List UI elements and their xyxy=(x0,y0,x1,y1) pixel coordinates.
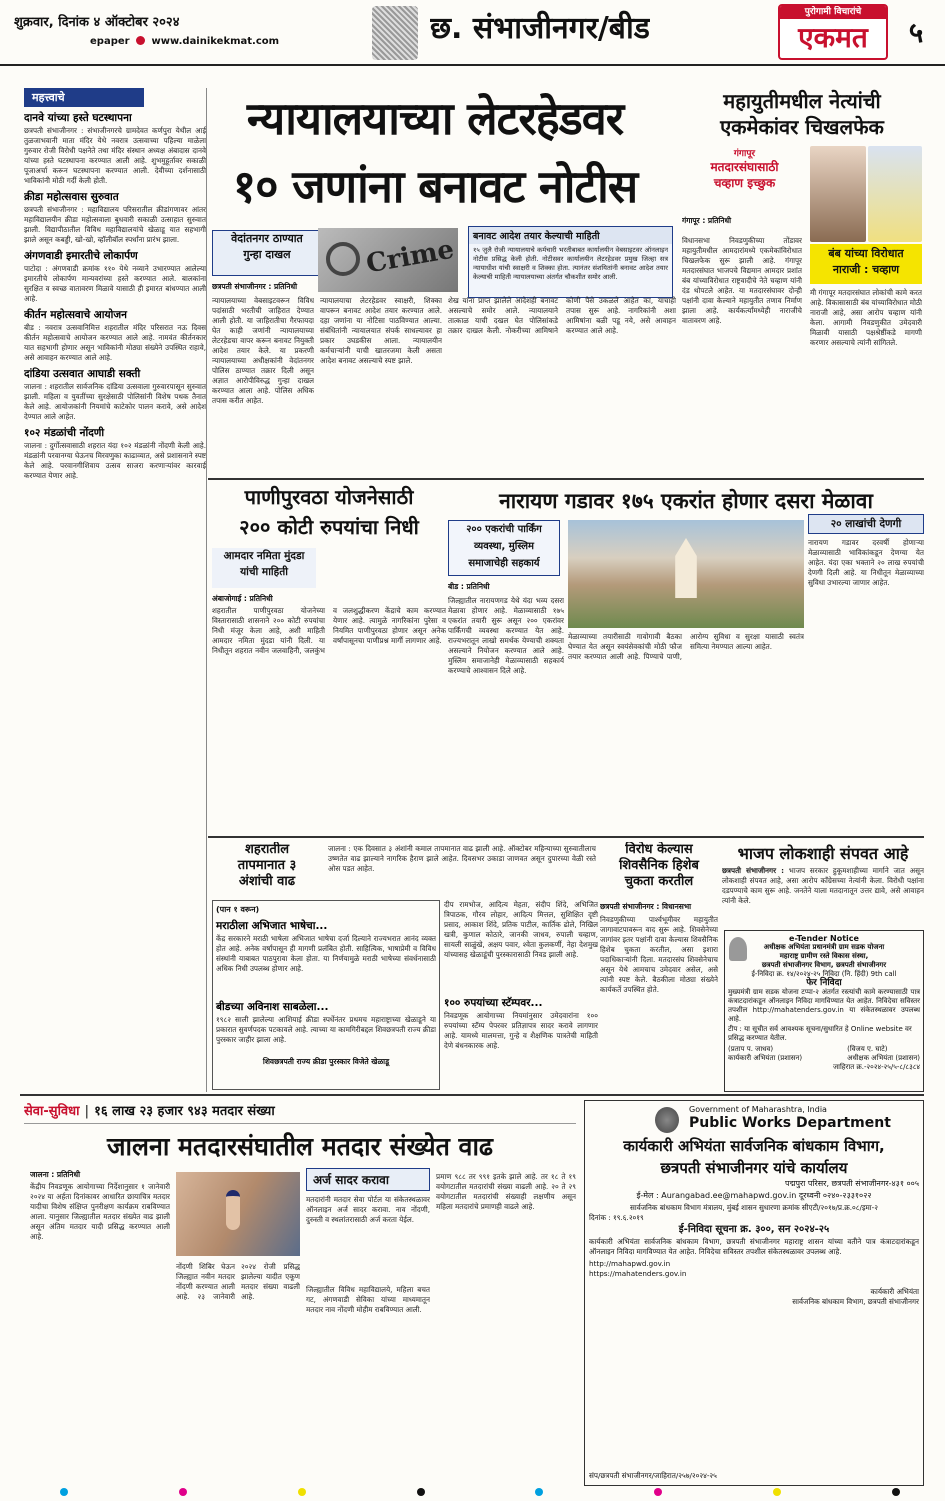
shiv-story xyxy=(600,900,718,1090)
pwd-dept: Public Works Department xyxy=(689,1115,891,1131)
pwd-title-2: छत्रपती संभाजीनगर यांचे कार्यालय xyxy=(660,1159,848,1177)
shiv-byline: छत्रपती संभाजीनगर : विधानसभा xyxy=(600,902,692,911)
epaper-url[interactable]: www.dainikekmat.com xyxy=(151,36,280,47)
reg-dot xyxy=(892,1488,900,1496)
water-body: शहरातील पाणीपुरवठा योजनेच्या विस्तारासाठी शासनाने २०० कोटी रुपयांचा निधी मंजूर केला आहे, अशी माहिती आमदार नमिता मुंदडा यांनी दिली. या निधीतून शहरात नवीन जलवाहिनी, जलकुंभ व जलशुद्धीकरण केंद्राचे काम करण्यात येणार आहे. त्यामुळे नागरिकांना पुरेसा व नियमित पाणीपुरवठा होणार असून अनेक वर्षांपासूनचा पाणीप्रश्न मार्गी लागणार आहे. xyxy=(212,606,446,655)
crime-label: Crime xyxy=(364,234,457,280)
stamp-headline: १०० रुपयांच्या स्टॅम्पवर... xyxy=(444,997,543,1009)
temperature-tag-3: अंशांची वाढ xyxy=(238,874,296,889)
reg-dot xyxy=(417,1488,425,1496)
info-box xyxy=(468,226,673,298)
bjp-byline: छत्रपती संभाजीनगर : xyxy=(722,866,784,875)
info-box-title: बनावट आदेश तयार केल्याची माहिती xyxy=(469,227,672,244)
edition-title: छ. संभाजीनगर/बीड xyxy=(430,11,650,46)
shiv-tag-3: चुकता करतील xyxy=(624,874,694,889)
strip-label: सेवा-सुविधा xyxy=(24,1104,80,1119)
pwd-notice xyxy=(584,1100,924,1486)
reg-dot xyxy=(60,1488,68,1496)
shiv-tag-2: शिवसैनिक हिशेब xyxy=(619,858,699,873)
brief-body: जालना : दुर्गोत्सवासाठी शहरात यंदा १०२ मंडळांनी नोंदणी केली आहे. मंडळांनी परवानग्या घेऊनच मिरवणुका काढाव्यात, असे प्रशासनाने स्पष्ट केले आहे. परवानगीशिवाय उत्सव साजरा करणाऱ्यांवर कारवाई करण्यात येणार आहे. xyxy=(24,441,206,480)
brief-title: दांडिया उत्सवात आघाडी सक्ती xyxy=(24,368,141,380)
water-headline-2: २०० कोटी रुपयांचा निधी xyxy=(239,515,419,539)
main-headline-1: न्यायालयाच्या लेटरहेडवर xyxy=(246,92,624,145)
marathi-headline: मराठीला अभिजात भाषेचा... xyxy=(216,920,328,932)
apply-title: अर्ज सादर करावा xyxy=(306,1168,430,1191)
pull-quote-1: बंब यांच्या विरोधात xyxy=(828,247,904,260)
brief-item xyxy=(24,308,206,363)
dasara-headline: नारायण गडावर १७५ एकरांत होणार दसरा मेळावा xyxy=(499,489,873,513)
temperature-tag-1: शहरातील xyxy=(244,842,290,857)
names-body: दीप रामभोज, आदित्य मेहता, संदीप शिंदे, अभिजित त्रिपाठक, गौरव लोहार, आदित्य मित्तल, सुशिक्षित दृष्टी प्रसाद, आकाश शिंदे, प्रतिक पाटील, कार्तिक ढोले, निखिल खत्री, कुणाल कोठारे, जानकी जाधव, रुपाली चव्हाण, सायली साळुंखे, अक्षय पवार, श्वेता कुलकर्णी, नेहा देशमुख यांच्यासह खेळाडूंची पुरस्कारासाठी निवड झाली आहे. xyxy=(444,900,598,959)
sports-credit: शिवछत्रपती राज्य क्रीडा पुरस्कार विजेते खेळाडू xyxy=(262,1057,390,1066)
sig-2b: अधीक्षक अभियंता (प्रशासन) xyxy=(847,1054,920,1062)
voter-body-4: प्रमाण ९८८ तर ९९१ इतके झाले आहे. तर १८ ते १९ वयोगटातील मतदारांची संख्या वाढली आहे. २० ते २९ वयोगटातील मतदारांची संख्याही लक्षणीय असून महिला मतदारांचे प्रमाणही वाढले आहे. xyxy=(436,1172,576,1211)
stamp-body: निवडणूक आयोगाच्या नियमांनुसार उमेदवारांना १०० रुपयांच्या स्टॅम्प पेपरवर प्रतिज्ञापत्र सादर करावे लागणार आहे. यामध्ये मालमत्ता, गुन्हे व शैक्षणिक पात्रतेची माहिती देणे बंधनकारक आहे. xyxy=(444,1011,598,1050)
pwd-ref: संप/छत्रपती संभाजीनगर/जाहिरात/२५७/२०२४-२५ xyxy=(589,1471,717,1480)
dasara-sub-1: २०० एकरांची पार्किंग xyxy=(466,524,542,535)
tender-dept-3: छत्रपती संभाजीनगर विभाग, छत्रपती संभाजीनगर xyxy=(761,961,887,969)
pwd-url-1[interactable]: http://mahapwd.gov.in xyxy=(589,1259,671,1268)
brief-item xyxy=(24,249,206,304)
right-headline-1: महायुतीमधील नेत्यांची xyxy=(723,89,881,113)
brief-title: दानवे यांच्या हस्ते घटस्थापना xyxy=(24,112,132,124)
maharashtra-emblem-icon xyxy=(655,1107,679,1133)
brief-item xyxy=(24,367,206,422)
water-sub-1: आमदार नमिता मुंदडा xyxy=(223,550,305,562)
strip-text: १६ लाख २३ हजार ९४३ मतदार संख्या xyxy=(94,1104,275,1119)
voter-strip xyxy=(24,1100,576,1124)
section-head: महत्त्वाचे xyxy=(24,88,144,107)
temple-photo xyxy=(568,520,804,628)
brand-emblem xyxy=(372,6,418,60)
bjp-headline: भाजप लोकशाही संपवत आहे xyxy=(737,844,909,863)
voter-body: केंद्रीय निवडणूक आयोगाच्या निर्देशानुसार १ जानेवारी २०२४ या अर्हता दिनांकावर आधारित छायाचित्र मतदार यादीचा विशेष संक्षिप्त पुनरीक्षण कार्यक्रम राबविण्यात आला. यानुसार जिल्ह्यातील मतदार संख्येत वाढ झाली असून अंतिम मतदार यादी प्रसिद्ध करण्यात आली आहे. xyxy=(30,1182,170,1241)
ink-finger-icon xyxy=(226,1190,240,1230)
tender-ref: जाहिरात क्र.-२०२४-२५/५-८/८३८४ xyxy=(832,1063,920,1071)
tender-notice-1 xyxy=(724,930,924,1092)
brief-body: छत्रपती संभाजीनगर : संभाजीनगरचे ग्रामदेवत कर्णपुरा येथील आई तुळजाभवानी माता मंदिर येथे नवरात्र उत्सवाच्या पहिल्या माळेला गुरुवार रोजी विरोधी पक्षनेते तथा मंदिर संस्थान अध्यक्ष अंबादास दानवे यांच्या हस्ते घटस्थापना करण्यात आली आहे. शुभमुहूर्तावर सकाळी पूजाअर्चा करून घटस्थापना करण्यात आली. देवीच्या दर्शनासाठी भाविकांनी मोठी गर्दी केली होती. xyxy=(24,126,206,185)
brief-title: क्रीडा महोत्सवास सुरुवात xyxy=(24,191,119,203)
voter-headline: जालना मतदारसंघातील मतदार संख्येत वाढ xyxy=(106,1132,494,1161)
pwd-sig: कार्यकारी अभियंता xyxy=(870,1287,919,1296)
right-sub-1: मतदारसंघासाठी xyxy=(710,160,779,174)
water-headline-1: पाणीपुरवठा योजनेसाठी xyxy=(244,485,414,509)
brand-tagline: पुरोगामी विचारांचे xyxy=(780,6,886,19)
sig-1b: कार्यकारी अभियंता (प्रशासन) xyxy=(728,1054,803,1062)
shiv-tag-1: विरोध केल्यास xyxy=(625,842,693,857)
marathi-story xyxy=(212,900,440,1090)
pwd-notice-no: ई-निविदा सूचना क्र. ३००, सन २०२४-२५ xyxy=(678,1224,830,1235)
temperature-tag xyxy=(212,842,322,898)
dasara-byline: बीड : प्रतिनिधी xyxy=(448,582,490,591)
tender-dept-1: अधीक्षक अभियंता प्रधानमंत्री ग्राम सडक योजना xyxy=(763,943,885,951)
tender-note: टीप : या सूचीत सर्व आवश्यक सूचना/सुधारित हे Online website वर प्रसिद्ध करण्यात येतील. xyxy=(728,1025,912,1042)
brief-body: बीड : नवरात्र उत्सवानिमित्त शहरातील मंदिर परिसरात नऊ दिवस कीर्तन महोत्सवाचे आयोजन करण्यात आले आहे. नामवंत कीर्तनकार यात सहभागी होणार असून भाविकांनी मोठ्या संख्येने उपस्थित राहावे, असे आवाहन करण्यात आले आहे. xyxy=(24,323,206,362)
sig-2: (विजय ए. घाटे) xyxy=(847,1045,888,1053)
pwd-address: पद्मपुरा परिसर, छत्रपती संभाजीनगर-४३१ ००५ xyxy=(785,1179,919,1188)
pwd-gov: Government of Maharashtra, India xyxy=(689,1105,827,1114)
brief-body: पाटोदा : अंगणवाडी क्रमांक ११० येथे नव्याने उभारण्यात आलेल्या इमारतीचे लोकार्पण मान्यवरांच्या हस्ते करण्यात आले. बालकांना सुरक्षित व स्वच्छ वातावरण मिळावे यासाठी ही इमारत बांधण्यात आली आहे. xyxy=(24,264,206,303)
main-body-2: न्यायालयाचा लेटरहेडवर स्वाक्षरी, शिक्का वापरून बनावट आदेश तयार करण्यात आले. दहा जणांना या नोटिसा पाठविण्यात आल्या. संबंधितांनी न्यायालयात संपर्क साधल्यावर हा प्रकार उघडकीस आला. न्यायालयीन कर्मचाऱ्यांनी याची खातरजमा केली असता आदेश बनावट असल्याचे स्पष्ट झाले. xyxy=(320,296,442,365)
page-number: ५ xyxy=(908,16,924,49)
donation-box xyxy=(808,514,924,832)
pwd-sig-b: सार्वजनिक बांधकाम विभाग, छत्रपती संभाजीनगर xyxy=(792,1297,919,1306)
temperature-tag-2: तापमानात ३ xyxy=(237,858,297,873)
sub-head-1: वेदांतनगर ठाण्यात xyxy=(231,232,303,245)
pwd-url-2[interactable]: https://mahatenders.gov.in xyxy=(589,1269,687,1278)
apply-box xyxy=(306,1168,430,1486)
donation-body: नारायण गडावर दरवर्षी होणाऱ्या मेळाव्यासाठी भाविकांकडून देणग्या येत आहेत. यंदा एका भक्ताने २० लाख रुपयांची देणगी दिली आहे. या निधीतून मेळाव्याच्या सुविधा उभारल्या जाणार आहेत. xyxy=(808,538,924,587)
dasara-body-2: मेळाव्याच्या तयारीसाठी गावोगावी बैठका घेण्यात येत असून स्वयंसेवकांची मोठी फौज तयार करण्यात आली आहे. पिण्याचे पाणी, आरोग्य सुविधा व सुरक्षा यासाठी स्वतंत्र समित्या नेमण्यात आल्या आहेत. xyxy=(568,632,804,661)
portrait-image-2 xyxy=(868,146,922,242)
water-sub-2: यांची माहिती xyxy=(240,566,288,578)
reg-dot xyxy=(535,1488,543,1496)
right-body-2: मी गंगापूर मतदारसंघात लोकांची कामे करत आहे. विकासासाठी बंब यांच्याविरोधात मोठी नाराजी आहे, असा आरोप चव्हाण यांनी केला. आगामी निवडणुकीत उमेदवारी मिळावी यासाठी पक्षश्रेष्ठींकडे मागणी करणार असल्याचे त्यांनी सांगितले. xyxy=(810,288,922,347)
main-body-1: न्यायालयाच्या वेबसाइटवरून विविध पदांसाठी भरतीची जाहिरात देण्यात आली होती. या जाहिरातीचा गैरफायदा घेत काही जणांनी न्यायालयाच्या लेटरहेडचा वापर करून बनावट नियुक्ती आदेश तयार केले. या प्रकरणी न्यायालयाच्या अधीक्षकांनी वेदांतनगर पोलिस ठाण्यात तक्रार दिली असून अज्ञात आरोपीविरुद्ध गुन्हा दाखल करण्यात आला आहे. पोलिस अधिक तपास करीत आहेत. xyxy=(212,296,314,405)
right-sub-2: चव्हाण इच्छुक xyxy=(713,176,776,190)
bjp-story xyxy=(722,842,924,926)
divider xyxy=(20,1094,924,1096)
right-kicker: गंगापूर xyxy=(733,149,756,159)
left-items xyxy=(24,111,206,481)
tender-heading: फेर निविदा xyxy=(806,978,842,988)
crime-image xyxy=(318,228,458,292)
portrait-image-1 xyxy=(810,146,866,242)
pwd-sub: सार्वजनिक बांधकाम विभाग मंत्रालय, मुंबई शासन सुधारणा क्रमांक सीएटी/२०१७/प्र.क्र.०८/इमा-२ xyxy=(630,1203,878,1212)
tender-body: मुख्यमंत्री ग्राम सडक योजना टप्पा-२ अंतर्गत रस्त्यांची कामे करण्यासाठी पात्र कंत्राटदारांकडून ऑनलाइन निविदा मागविण्यात येत आहेत. निविदेचा सविस्तर तपशील http://mahatenders.gov.in या संकेतस्थळावर उपलब्ध आहे. xyxy=(728,988,920,1023)
main-byline: छत्रपती संभाजीनगर : प्रतिनिधी xyxy=(212,282,298,291)
water-sub xyxy=(212,548,316,588)
voter-body-3: जिल्ह्यातील विविध महाविद्यालये, महिला बचत गट, अंगणवाडी सेविका यांच्या माध्यमातून मतदार नाव नोंदणी मोहीम राबविण्यात आली. xyxy=(306,1285,430,1314)
dasara-body: जिल्ह्यातील नारायणगड येथे यंदा भव्य दसरा मेळावा होणार आहे. मेळाव्यासाठी १७५ एकरांत तयारी सुरू असून २०० एकरांवर पार्किंगची व्यवस्था करण्यात येत आहे. राज्यभरातून लाखो समर्थक येण्याची शक्यता असल्याने नियोजन करण्यात आले आहे. मुस्लिम समाजानेही मेळाव्यासाठी सहकार्य करण्याचे आश्वासन दिले आहे. xyxy=(448,596,564,675)
tender-title: e-Tender Notice xyxy=(789,934,859,943)
pwd-body: कार्यकारी अभियंता सार्वजनिक बांधकाम विभाग, छत्रपती संभाजीनगर महाराष्ट्र शासन यांच्या वतीने पात्र कंत्राटदारांकडून ऑनलाइन निविदा मागविण्यात येत आहेत. निविदेचा सविस्तर तपशील संकेतस्थळावर उपलब्ध आहे. xyxy=(589,1237,919,1256)
main-headline-2: १० जणांना बनावट नोटीस xyxy=(232,160,638,213)
shiv-tag xyxy=(600,842,718,898)
epaper-label: epaper xyxy=(90,36,130,47)
reg-dot xyxy=(773,1488,781,1496)
continued-label: (पान १ वरून) xyxy=(216,905,260,914)
sports-headline: बीडच्या अविनाश साबळेला... xyxy=(216,1001,329,1013)
reg-dot xyxy=(179,1488,187,1496)
strip-sep: | xyxy=(84,1104,90,1119)
pwd-date: दिनांक : १९.६.२०१९ xyxy=(589,1213,644,1222)
brief-item xyxy=(24,111,206,186)
marathi-body: केंद्र सरकारने मराठी भाषेला अभिजात भाषेचा दर्जा दिल्याने राज्यभरात आनंद व्यक्त होत आहे. अनेक वर्षांपासून ही मागणी प्रलंबित होती. साहित्यिक, भाषाप्रेमी व विविध संस्थांनी याबाबत पाठपुरावा केला होता. या निर्णयामुळे मराठी भाषेच्या संवर्धनासाठी अधिक निधी उपलब्ध होणार आहे. xyxy=(216,934,436,973)
pull-quote-2: नाराजी : चव्हाण xyxy=(832,263,900,276)
epaper-line[interactable] xyxy=(90,36,279,47)
sports-body: १९८२ साली झालेल्या आशियाई क्रीडा स्पर्धेनंतर प्रथमच महाराष्ट्राच्या खेळाडूने या प्रकारात सुवर्णपदक पटकावले आहे. त्याच्या या कामगिरीबद्दल शिवछत्रपती राज्य क्रीडा पुरस्कार जाहीर झाला आहे. xyxy=(216,1015,436,1044)
right-byline: गंगापूर : प्रतिनिधी xyxy=(682,216,732,225)
right-headline-2: एकमेकांवर चिखलफेक xyxy=(720,115,884,139)
brief-body: जालना : शहरातील सार्वजनिक दांडिया उत्सवाला गुरुवारपासून सुरुवात झाली. महिला व युवतींच्या सुरक्षेसाठी पोलिसांनी विशेष पथक तैनात केले आहे. आयोजकांनी नियमांचे काटेकोर पालन करावे, असे आदेश देण्यात आले आहेत. xyxy=(24,382,206,421)
brief-body: छत्रपती संभाजीनगर : महाविद्यालय परिसरातील क्रीडांगणावर आंतर महाविद्यालयीन क्रीडा महोत्सवाला बुधवारी सकाळी उत्साहात सुरुवात झाली. विद्यापीठातील विविध महाविद्यालयांचे खेळाडू यात सहभागी झाले असून कबड्डी, खो-खो, व्हॉलीबॉल स्पर्धांना प्रारंभ झाला. xyxy=(24,205,206,244)
india-emblem-icon xyxy=(729,937,747,961)
reg-dot xyxy=(654,1488,662,1496)
voter-body-2: नोंदणी शिबिर घेऊन जिल्ह्यात नवीन मतदार नोंदणी करण्यात आली आहे. २३ जानेवारी २०२४ रोजी प्रसिद्ध झालेल्या यादीत एकूण मतदार संख्या वाढली आहे. xyxy=(176,1262,300,1301)
epaper-icon xyxy=(136,36,145,45)
pwd-email: ई-मेल : Aurangabad.ee@mahapwd.gov.in दूरध्वनी ०२४०-२३३१०२२ xyxy=(636,1191,872,1200)
brief-title: १०२ मंडळांची नोंदणी xyxy=(24,427,105,439)
reg-dot xyxy=(298,1488,306,1496)
tender-notice-no: ई-निविदा क्र. १४/२०२४-२५ निविदा (नि. हिंदी) 9th call xyxy=(751,970,897,978)
sig-1: (प्रताप प. जाधव) xyxy=(728,1045,774,1053)
info-box-body: १५ जुलै रोजी न्यायालयाचे कर्मचारी भरतीबाबत कार्यालयीन वेबसाइटवर ऑनलाइन नोटीस प्रसिद्ध केली होती. नोटीसवर कार्यालयीन लेटरहेडवर प्रमुख जिल्हा सत्र न्यायाधीश यांची स्वाक्षरी व शिक्का होता. त्यानंतर संशयितांनी बनावट आदेश तयार केल्याची माहिती न्यायालयाच्या अंतर्गत चौकशीत समोर आली. xyxy=(473,246,668,281)
divider xyxy=(208,836,924,838)
water-byline: अंबाजोगाई : प्रतिनिधी xyxy=(212,594,273,603)
left-column xyxy=(24,88,207,1092)
dasara-sub-3: समाजाचेही सहकार्य xyxy=(468,558,540,569)
dasara-sub-2: व्यवस्था, मुस्लिम xyxy=(474,541,534,552)
names-story xyxy=(444,900,598,1090)
voter-byline: जालना : प्रतिनिधी xyxy=(30,1170,81,1179)
brief-item xyxy=(24,426,206,481)
page-date: शुक्रवार, दिनांक ४ ऑक्टोबर २०२४ xyxy=(14,15,180,30)
pwd-title-1: कार्यकारी अभियंता सार्वजनिक बांधकाम विभाग, xyxy=(623,1137,885,1155)
brief-title: कीर्तन महोत्सवाचे आयोजन xyxy=(24,309,127,321)
pull-quote xyxy=(810,244,922,284)
right-body: विधानसभा निवडणुकीच्या तोंडावर महायुतीमधील आमदारांमध्ये एकमेकांविरोधात चिखलफेक सुरू झाली आहे. गंगापूर मतदारसंघात भाजपचे विद्यमान आमदार प्रशांत बंब यांच्याविरोधात राष्ट्रवादीचे नेते चव्हाण यांनी दंड थोपटले आहेत. या मतदारसंघावर दोन्ही पक्षांनी दावा केल्याने महायुतीत तणाव निर्माण झाला आहे. कार्यकर्त्यांमध्येही नाराजीचे वातावरण आहे. xyxy=(682,236,802,325)
sub-head-box xyxy=(212,230,322,276)
main-body-3: शेख यांना प्राप्त झालेले आदेशही बनावट असल्याचे समोर आले. न्यायालयाने तात्काळ याची दखल घेत पोलिसांकडे तक्रार दाखल केली. नोकरीच्या आमिषाने कोणी पैसे उकळले आहेत का, याचाही तपास सुरू आहे. नागरिकांनी अशा आमिषांना बळी पडू नये, असे आवाहन करण्यात आले आहे. xyxy=(448,296,676,335)
brief-title: अंगणवाडी इमारतीचे लोकार्पण xyxy=(24,250,138,262)
handcuffs-icon xyxy=(326,242,360,276)
temperature-body: जालना : एक दिवसात ३ अंशांनी कमाल तापमानात वाढ झाली आहे. ऑक्टोबर महिन्याच्या सुरुवातीलाच उष्णतेत वाढ झाल्याने नागरिक हैराण झाले आहेत. दिवसभर उकाडा जाणवत असून दुपारच्या वेळी रस्ते ओस पडत आहेत. xyxy=(328,844,596,873)
donation-title: २० लाखांची देणगी xyxy=(808,514,924,534)
brief-item xyxy=(24,190,206,245)
brand-name: एकमत xyxy=(798,21,868,54)
bjp-text: भाजप सरकार हुकूमशाहीच्या मार्गाने जात असून लोकशाही संपवत आहे, असा आरोप काँग्रेसच्या नेत्यांनी केला. विरोधी पक्षांना दडपण्याचे काम सुरू आहे. जनतेने याला मतदानातून उत्तर द्यावे, असे आवाहन त्यांनी केले. xyxy=(722,866,924,905)
temple-shape xyxy=(668,538,704,598)
masthead xyxy=(0,0,945,66)
brand-logo xyxy=(778,4,888,60)
tender-dept-2: महाराष्ट्र ग्रामीण रस्ते विकास संस्था, xyxy=(779,952,869,960)
bjp-body xyxy=(722,866,924,906)
apply-body: मतदारांनी मतदार सेवा पोर्टल या संकेतस्थळावर ऑनलाइन अर्ज सादर करावा. नाव नोंदणी, दुरुस्ती व स्थलांतरासाठी अर्ज करता येईल. xyxy=(306,1195,430,1224)
dasara-sub xyxy=(448,520,560,576)
voting-photo xyxy=(176,1172,300,1256)
shiv-body: निवडणुकीच्या पार्श्वभूमीवर महायुतीत जागावाटपावरून वाद सुरू आहे. शिवसेनेच्या जागांवर इतर पक्षांनी दावा केल्यास शिवसैनिक हिशेब चुकता करतील, असा इशारा पदाधिकाऱ्यांनी दिला. मतदारसंघ शिवसेनेचाच असून येथे आमचाच उमेदवार असेल, असे त्यांनी स्पष्ट केले. बैठकीला मोठ्या संख्येने कार्यकर्ते उपस्थित होते. xyxy=(600,915,718,994)
sub-head-2: गुन्हा दाखल xyxy=(243,248,291,261)
divider xyxy=(208,478,924,480)
registration-marks xyxy=(60,1488,900,1498)
